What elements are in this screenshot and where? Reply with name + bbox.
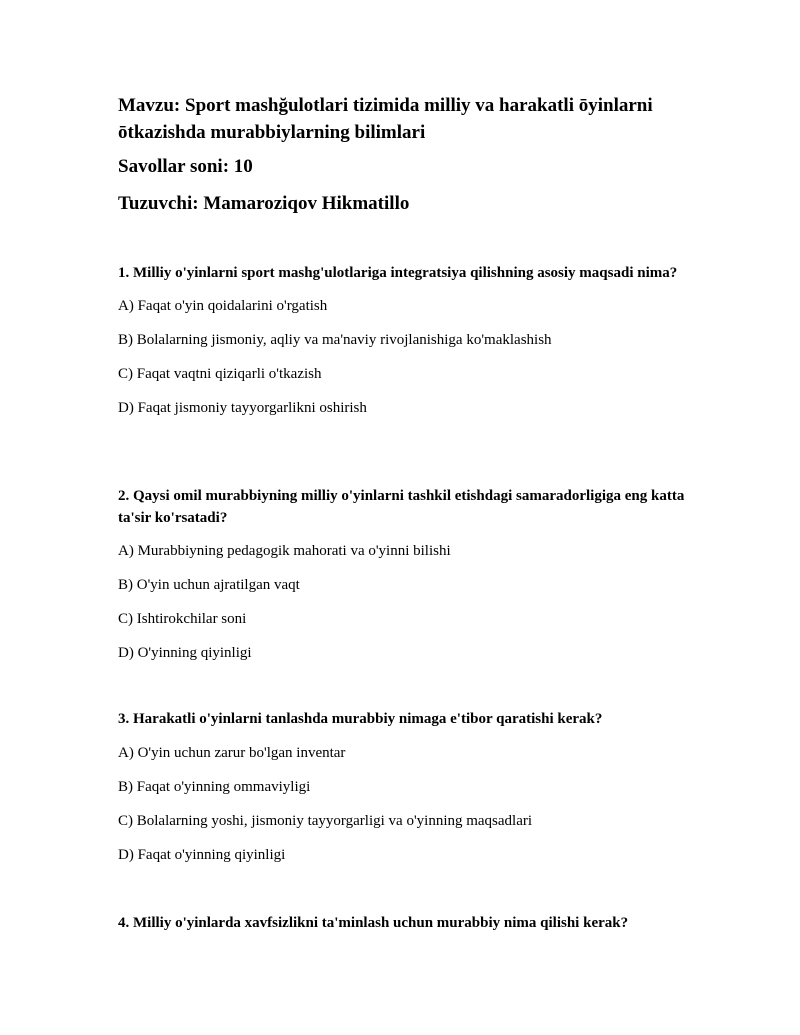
answer-option-b: B) Bolalarning jismoniy, aqliy va ma'naviy rivojlanishiga ko'maklashish xyxy=(118,332,552,348)
answer-options xyxy=(118,743,688,879)
answer-option-d: D) Faqat jismoniy tayyorgarlikni oshirish xyxy=(118,400,367,416)
answer-option-a: A) O'yin uchun zarur bo'lgan inventar xyxy=(118,745,346,761)
question-3 xyxy=(118,708,688,879)
answer-option-d: D) O'yinning qiyinligi xyxy=(118,645,252,661)
answer-option-b: B) O'yin uchun ajratilgan vaqt xyxy=(118,577,300,593)
answer-option-b: B) Faqat o'yinning ommaviyligi xyxy=(118,779,311,795)
question-text: 2. Qaysi omil murabbiyning milliy o'yinlarni tashkil etishdagi samaradorligiga eng katta ta'sir ko'rsatadi? xyxy=(118,488,685,526)
answer-options xyxy=(118,541,688,677)
question-2 xyxy=(118,485,688,677)
question-text: 4. Milliy o'yinlarda xavfsizlikni ta'minlash uchun murabbiy nima qilishi kerak? xyxy=(118,915,629,931)
answer-option-c: C) Ishtirokchilar soni xyxy=(118,611,247,627)
answer-option-a: A) Faqat o'yin qoidalarini o'rgatish xyxy=(118,298,328,314)
answer-option-d: D) Faqat o'yinning qiyinligi xyxy=(118,847,286,863)
question-4 xyxy=(118,912,688,934)
question-count: Savollar soni: 10 xyxy=(118,156,253,177)
question-text: 3. Harakatli o'yinlarni tanlashda murabbiy nimaga e'tibor qaratishi kerak? xyxy=(118,711,603,727)
author-line: Tuzuvchi: Mamaroziqov Hikmatillo xyxy=(118,193,410,214)
document-title: Mavzu: Sport mashğulotlari tizimida milliy va harakatli ōyinlarni ōtkazishda murabbiylarning bilimlari xyxy=(118,95,653,143)
question-1 xyxy=(118,262,688,432)
question-text: 1. Milliy o'yinlarni sport mashg'ulotlariga integratsiya qilishning asosiy maqsadi nima? xyxy=(118,265,678,281)
answer-options xyxy=(118,296,688,432)
answer-option-c: C) Bolalarning yoshi, jismoniy tayyorgarligi va o'yinning maqsadlari xyxy=(118,813,533,829)
answer-option-c: C) Faqat vaqtni qiziqarli o'tkazish xyxy=(118,366,322,382)
answer-option-a: A) Murabbiyning pedagogik mahorati va o'yinni bilishi xyxy=(118,543,451,559)
